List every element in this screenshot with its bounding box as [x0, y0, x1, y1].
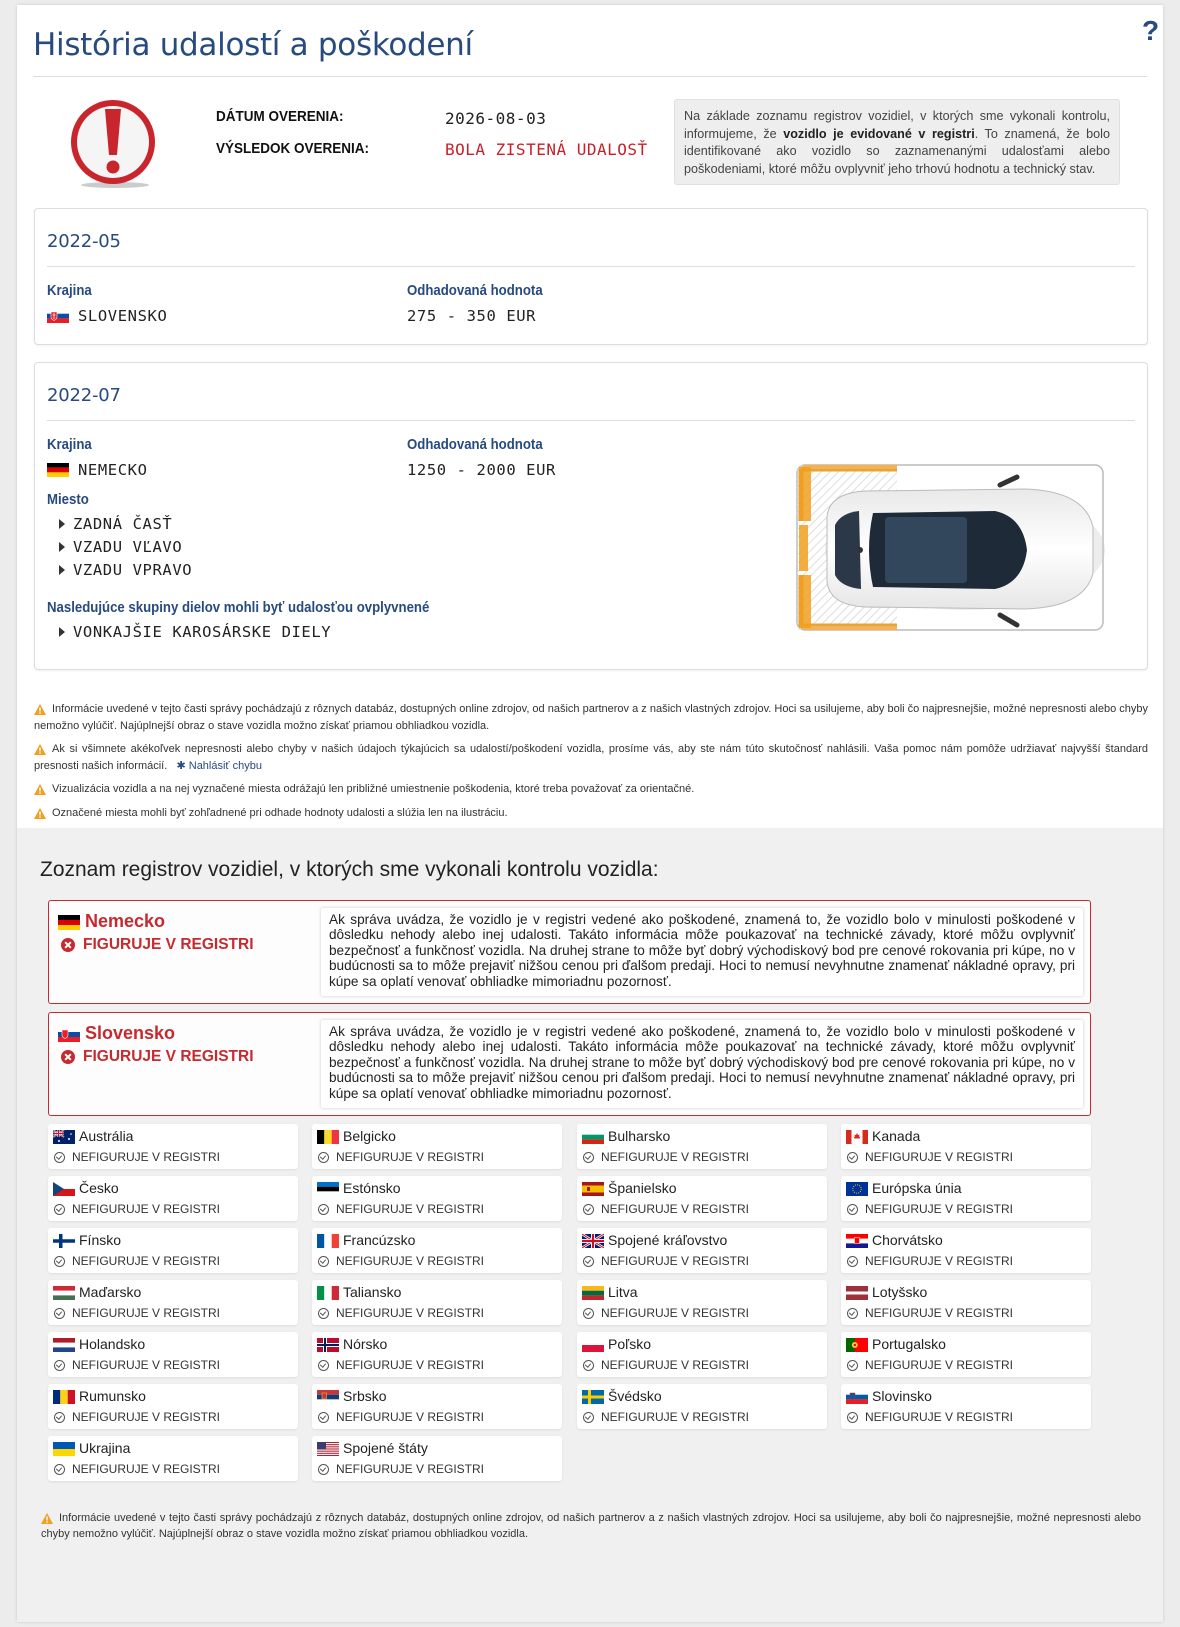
- italy-flag-icon: [317, 1286, 339, 1300]
- registry-info-box: Na základe zoznamu registrov vozidiel, v ktorých sme vykonali kontrolu, informujeme, že vozidlo je evidované v registri. To znamená, že bolo identifikované ako vozidlo so zaznamenanými udalosťami alebo poškodeniami, ktoré môžu ovplyvniť jeho trhovú hodnotu a technický stav.: [674, 99, 1120, 185]
- check-circle-icon: [583, 1412, 594, 1423]
- country-register-slovenia: [841, 1384, 1091, 1429]
- country-name: Francúzsko: [343, 1232, 416, 1248]
- help-icon[interactable]: ?: [1142, 15, 1160, 46]
- event-date: 2022-07: [47, 385, 121, 406]
- event-card-2022-05: [34, 208, 1148, 345]
- country-register-netherlands: [48, 1332, 298, 1377]
- country-name: Ukrajina: [79, 1440, 131, 1456]
- canada-flag-icon: [846, 1130, 868, 1144]
- country-name: Belgicko: [343, 1128, 396, 1144]
- register-hit-status: FIGURUJE V REGISTRI: [83, 1048, 254, 1066]
- caret-right-icon: [59, 565, 65, 575]
- country-register-usa: [312, 1436, 562, 1481]
- country-name: Rumunsko: [79, 1388, 146, 1404]
- register-hit-germany: [48, 900, 1091, 1004]
- country-name: Slovinsko: [872, 1388, 932, 1404]
- sweden-flag-icon: [582, 1390, 604, 1404]
- spain-flag-icon: [582, 1182, 604, 1196]
- country-status: NEFIGURUJE V REGISTRI: [336, 1462, 485, 1476]
- check-circle-icon: [54, 1308, 65, 1319]
- register-hit-slovakia: [48, 1012, 1091, 1116]
- country-register-lithuania: [577, 1280, 827, 1325]
- date-label: DÁTUM OVERENIA:: [216, 108, 344, 125]
- country-register-eu: [841, 1176, 1091, 1221]
- country-name: Maďarsko: [79, 1284, 142, 1300]
- country-status: NEFIGURUJE V REGISTRI: [601, 1410, 750, 1424]
- check-circle-icon: [54, 1412, 65, 1423]
- croatia-flag-icon: [846, 1234, 868, 1248]
- event-divider: [47, 420, 1135, 421]
- country-status: NEFIGURUJE V REGISTRI: [336, 1254, 485, 1268]
- groups-label: Nasledujúce skupiny dielov mohli byť udalosťou ovplyvnené: [47, 599, 430, 616]
- country-name: Spojené kráľovstvo: [608, 1232, 728, 1248]
- country-name: Spojené štáty: [343, 1440, 428, 1456]
- country-status: NEFIGURUJE V REGISTRI: [601, 1358, 750, 1372]
- country-name: Španielsko: [608, 1180, 677, 1196]
- country-register-uk: [577, 1228, 827, 1273]
- value-label: Odhadovaná hodnota: [407, 436, 543, 453]
- country-register-estonia: [312, 1176, 562, 1221]
- country-name: Holandsko: [79, 1336, 146, 1352]
- country-register-latvia: [841, 1280, 1091, 1325]
- country-register-poland: [577, 1332, 827, 1377]
- country-name: Taliansko: [343, 1284, 402, 1300]
- slovakia-flag-icon: [58, 1027, 80, 1042]
- register-hit-text: Ak správa uvádza, že vozidlo je v registri vedené ako poškodené, znamená to, že vozidlo bolo v minulosti poškodené v dôsledku nehody alebo inej udalosti. Takáto informácia môže poukazovať na technické závady, ktoré môžu ovplyvniť bezpečnosť a funkčnosť vozidla. Na druhej strane to môže byť dobrý východiskový bod pre cenové rokovania pri kúpe, no v budúcnosti sa to môže prejaviť nižšou cenou pri ďalšom predaji. Hoci to nemusí nevyhnutne znamenať nákladné opravy, pri kúpe sa oplatí venovať obhliadke mimoriadnu pozornosť.: [321, 1020, 1083, 1108]
- country-register-norway: [312, 1332, 562, 1377]
- bulgaria-flag-icon: [582, 1130, 604, 1144]
- hungary-flag-icon: [53, 1286, 75, 1300]
- country-name: Portugalsko: [872, 1336, 946, 1352]
- country-name: Bulharsko: [608, 1128, 671, 1144]
- warning-icon: [34, 784, 46, 795]
- country-status: NEFIGURUJE V REGISTRI: [72, 1358, 221, 1372]
- country-register-italy: [312, 1280, 562, 1325]
- country-name: Srbsko: [343, 1388, 387, 1404]
- warning-icon: [41, 1513, 53, 1524]
- x-circle-icon: [61, 938, 75, 952]
- caret-right-icon: [59, 542, 65, 552]
- country-register-hungary: [48, 1280, 298, 1325]
- romania-flag-icon: [53, 1390, 75, 1404]
- country-value: NEMECKO: [47, 461, 148, 479]
- country-status: NEFIGURUJE V REGISTRI: [72, 1410, 221, 1424]
- check-circle-icon: [318, 1360, 329, 1371]
- check-circle-icon: [583, 1360, 594, 1371]
- warning-exclamation-icon: [67, 97, 159, 189]
- check-circle-icon: [583, 1152, 594, 1163]
- check-circle-icon: [54, 1152, 65, 1163]
- caret-right-icon: [59, 627, 65, 637]
- registers-title: Zoznam registrov vozidiel, v ktorých sme vykonali kontrolu vozidla:: [40, 858, 659, 881]
- germany-flag-icon: [47, 463, 69, 477]
- country-status: NEFIGURUJE V REGISTRI: [865, 1306, 1014, 1320]
- report-error-link[interactable]: ✱ Nahlásiť chybu: [176, 760, 262, 772]
- germany-flag-icon: [58, 915, 80, 930]
- france-flag-icon: [317, 1234, 339, 1248]
- country-name: Chorvátsko: [872, 1232, 943, 1248]
- title-divider: [33, 76, 1147, 77]
- check-circle-icon: [54, 1256, 65, 1267]
- caret-right-icon: [59, 519, 65, 529]
- slovakia-flag-icon: [47, 309, 69, 323]
- serbia-flag-icon: [317, 1390, 339, 1404]
- check-circle-icon: [318, 1412, 329, 1423]
- country-name: Fínsko: [79, 1232, 122, 1248]
- check-circle-icon: [54, 1204, 65, 1215]
- warning-icon: [34, 744, 46, 755]
- estonia-flag-icon: [317, 1182, 339, 1196]
- country-register-croatia: [841, 1228, 1091, 1273]
- result-label: VÝSLEDOK OVERENIA:: [216, 140, 370, 157]
- check-circle-icon: [318, 1256, 329, 1267]
- car-damage-diagram: [795, 455, 1115, 635]
- warning-icon: [34, 704, 46, 715]
- portugal-flag-icon: [846, 1338, 868, 1352]
- country-status: NEFIGURUJE V REGISTRI: [865, 1410, 1014, 1424]
- norway-flag-icon: [317, 1338, 339, 1352]
- note-visualization: Vizualizácia vozidla a na nej vyznačené miesta odrážajú len približné umiestnenie poškodenia, ktoré treba považovať za orientačné.: [34, 781, 1148, 798]
- country-status: NEFIGURUJE V REGISTRI: [336, 1358, 485, 1372]
- czechia-flag-icon: [53, 1182, 75, 1196]
- check-circle-icon: [583, 1308, 594, 1319]
- value-label: Odhadovaná hodnota: [407, 282, 543, 299]
- country-status: NEFIGURUJE V REGISTRI: [601, 1306, 750, 1320]
- country-register-australia: [48, 1124, 298, 1169]
- registers-section: [17, 828, 1163, 1622]
- result-value: BOLA ZISTENÁ UDALOSŤ: [445, 140, 648, 159]
- uk-flag-icon: [582, 1234, 604, 1248]
- country-status: NEFIGURUJE V REGISTRI: [865, 1150, 1014, 1164]
- page-title: História udalostí a poškodení: [33, 27, 473, 63]
- country-label: Krajina: [47, 282, 92, 299]
- country-status: NEFIGURUJE V REGISTRI: [72, 1306, 221, 1320]
- place-item: ZADNÁ ČASŤ: [59, 515, 172, 533]
- check-circle-icon: [583, 1204, 594, 1215]
- place-item: VZADU VPRAVO: [59, 561, 192, 579]
- bug-icon: ✱: [176, 760, 186, 772]
- register-hit-name: Nemecko: [85, 911, 166, 931]
- country-name: Česko: [79, 1180, 119, 1196]
- note-marked-places: Označené miesta mohli byť zohľadnené pri odhade hodnoty udalosti a slúžia len na ilustráciu.: [34, 805, 1148, 822]
- country-register-portugal: [841, 1332, 1091, 1377]
- note-report-error: Ak si všimnete akékoľvek nepresnosti alebo chyby v našich údajoch týkajúcich sa udalostí/poškodení vozidla, prosíme vás, aby ste nám túto skutočnosť nahlásili. Vaša pomoc nám pomôže udržiavať najvyšší štandard presnosti našich informácií. ✱ Nahlásiť chybu: [34, 743, 1148, 772]
- poland-flag-icon: [582, 1338, 604, 1352]
- check-circle-icon: [847, 1360, 858, 1371]
- belgium-flag-icon: [317, 1130, 339, 1144]
- x-circle-icon: [61, 1050, 75, 1064]
- latvia-flag-icon: [846, 1286, 868, 1300]
- warning-icon: [34, 808, 46, 819]
- check-circle-icon: [318, 1308, 329, 1319]
- date-value: 2026-08-03: [445, 109, 547, 128]
- register-hit-text: Ak správa uvádza, že vozidlo je v registri vedené ako poškodené, znamená to, že vozidlo bolo v minulosti poškodené v dôsledku nehody alebo inej udalosti. Takáto informácia môže poukazovať na technické závady, ktoré môžu ovplyvniť bezpečnosť a funkčnosť vozidla. Na druhej strane to môže byť dobrý východiskový bod pre cenové rokovania pri kúpe, no v budúcnosti sa to môže prejaviť nižšou cenou pri ďalšom predaji. Hoci to nemusí nevyhnutne znamenať nákladné opravy, pri kúpe sa oplatí venovať obhliadke mimoriadnu pozornosť.: [321, 908, 1083, 996]
- country-status: NEFIGURUJE V REGISTRI: [336, 1410, 485, 1424]
- eu-flag-icon: [846, 1182, 868, 1196]
- country-register-serbia: [312, 1384, 562, 1429]
- country-status: NEFIGURUJE V REGISTRI: [601, 1150, 750, 1164]
- country-status: NEFIGURUJE V REGISTRI: [336, 1202, 485, 1216]
- report-card: [17, 5, 1163, 1622]
- check-circle-icon: [54, 1464, 65, 1475]
- register-hit-status: FIGURUJE V REGISTRI: [83, 936, 254, 954]
- check-circle-icon: [318, 1204, 329, 1215]
- country-register-spain: [577, 1176, 827, 1221]
- country-status: NEFIGURUJE V REGISTRI: [336, 1306, 485, 1320]
- check-circle-icon: [847, 1256, 858, 1267]
- country-status: NEFIGURUJE V REGISTRI: [72, 1462, 221, 1476]
- country-name: Nórsko: [343, 1336, 388, 1352]
- country-name: Estónsko: [343, 1180, 401, 1196]
- country-register-canada: [841, 1124, 1091, 1169]
- event-card-2022-07: [34, 362, 1148, 670]
- country-status: NEFIGURUJE V REGISTRI: [601, 1254, 750, 1268]
- country-status: NEFIGURUJE V REGISTRI: [865, 1358, 1014, 1372]
- registers-footnote: Informácie uvedené v tejto časti správy pochádzajú z rôznych databáz, dostupných online zdrojov, od našich partnerov a z našich vlastných zdrojov. Hoci sa usilujeme, aby boli čo najpresnejšie, možné nepresnosti alebo chyby nemožno vylúčiť. Najúplnejší obraz o stave vozidla možno získať priamou obhliadkou vozidla.: [41, 1512, 1141, 1540]
- country-register-bulgaria: [577, 1124, 827, 1169]
- country-register-finland: [48, 1228, 298, 1273]
- country-register-belgium: [312, 1124, 562, 1169]
- check-circle-icon: [318, 1152, 329, 1163]
- country-register-france: [312, 1228, 562, 1273]
- country-name: Lotyšsko: [872, 1284, 928, 1300]
- country-value: SLOVENSKO: [47, 307, 167, 325]
- event-date: 2022-05: [47, 231, 121, 252]
- country-status: NEFIGURUJE V REGISTRI: [72, 1150, 221, 1164]
- lithuania-flag-icon: [582, 1286, 604, 1300]
- country-register-sweden: [577, 1384, 827, 1429]
- check-circle-icon: [847, 1204, 858, 1215]
- country-name: Kanada: [872, 1128, 921, 1144]
- check-circle-icon: [847, 1152, 858, 1163]
- check-circle-icon: [54, 1360, 65, 1371]
- country-register-romania: [48, 1384, 298, 1429]
- australia-flag-icon: [53, 1130, 75, 1144]
- event-divider: [47, 266, 1135, 267]
- value-value: 1250 - 2000 EUR: [407, 461, 556, 479]
- value-value: 275 - 350 EUR: [407, 307, 537, 325]
- country-register-czechia: [48, 1176, 298, 1221]
- check-circle-icon: [847, 1412, 858, 1423]
- note-sources: Informácie uvedené v tejto časti správy pochádzajú z rôznych databáz, dostupných online zdrojov, od našich partnerov a z našich vlastných zdrojov. Hoci sa usilujeme, aby boli čo najpresnejšie, možné nepresnosti alebo chyby nemožno vylúčiť. Najúplnejší obraz o stave vozidla možno získať priamou obhliadkou vozidla.: [34, 703, 1148, 732]
- check-circle-icon: [583, 1256, 594, 1267]
- country-name: Európska únia: [872, 1180, 962, 1196]
- slovenia-flag-icon: [846, 1390, 868, 1404]
- netherlands-flag-icon: [53, 1338, 75, 1352]
- country-status: NEFIGURUJE V REGISTRI: [72, 1202, 221, 1216]
- usa-flag-icon: [317, 1442, 339, 1456]
- ukraine-flag-icon: [53, 1442, 75, 1456]
- country-status: NEFIGURUJE V REGISTRI: [336, 1150, 485, 1164]
- country-name: Švédsko: [608, 1388, 662, 1404]
- country-status: NEFIGURUJE V REGISTRI: [865, 1254, 1014, 1268]
- finland-flag-icon: [53, 1234, 75, 1248]
- country-name: Litva: [608, 1284, 638, 1300]
- check-circle-icon: [847, 1308, 858, 1319]
- country-status: NEFIGURUJE V REGISTRI: [865, 1202, 1014, 1216]
- place-label: Miesto: [47, 491, 89, 508]
- place-item: VZADU VĽAVO: [59, 538, 182, 556]
- check-circle-icon: [318, 1464, 329, 1475]
- country-status: NEFIGURUJE V REGISTRI: [72, 1254, 221, 1268]
- country-register-ukraine: [48, 1436, 298, 1481]
- register-hit-name: Slovensko: [85, 1023, 176, 1043]
- country-name: Austrália: [79, 1128, 134, 1144]
- country-status: NEFIGURUJE V REGISTRI: [601, 1202, 750, 1216]
- country-label: Krajina: [47, 436, 92, 453]
- group-item: VONKAJŠIE KAROSÁRSKE DIELY: [59, 623, 331, 641]
- country-name: Poľsko: [608, 1336, 651, 1352]
